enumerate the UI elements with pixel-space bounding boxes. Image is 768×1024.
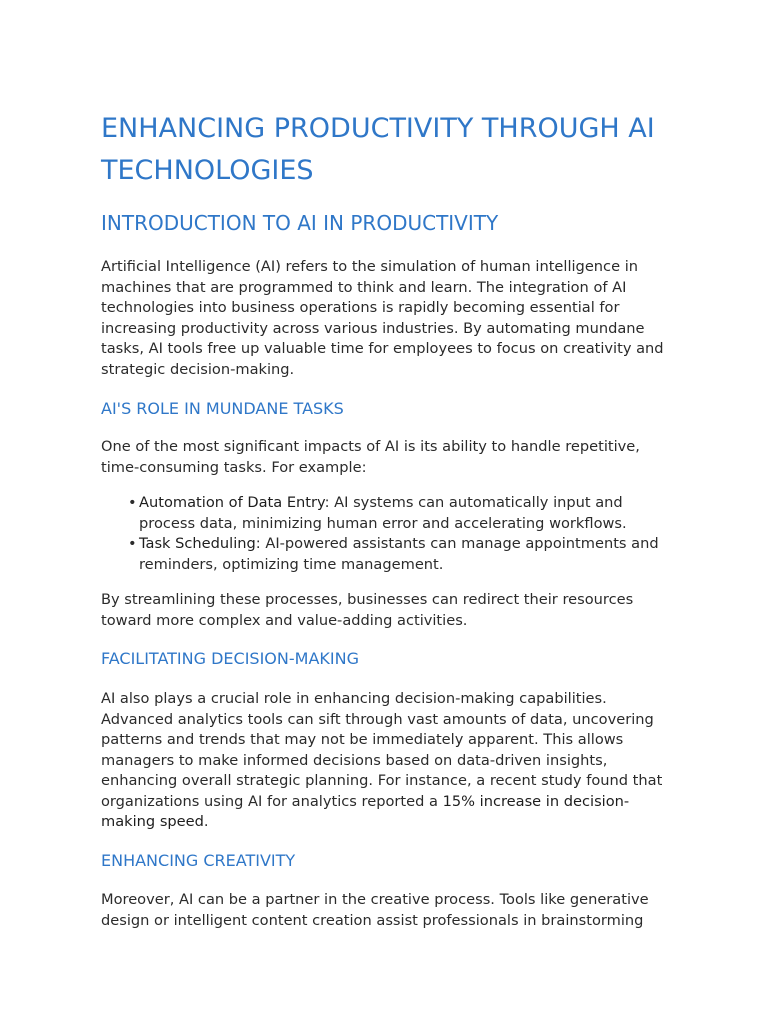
- creativity-paragraph: Moreover, AI can be a partner in the creative process. Tools like generative design or intelligent content creation assist professionals in brainstorming: [101, 891, 649, 929]
- list-item: [128, 534, 673, 575]
- mundane-tasks-list: [128, 493, 673, 575]
- document-title: ENHANCING PRODUCTIVITY THROUGH AI TECHNOLOGIES: [101, 113, 655, 186]
- bullet: •: [128, 535, 137, 552]
- list-item-term: Automation of Data Entry: [139, 494, 325, 511]
- decision-making-highlight: 15% increase in decision-making speed: [101, 792, 630, 830]
- decision-making-text: AI also plays a crucial role in enhancing decision-making capabilities. Advanced analytics tools can sift through vast amounts of data, uncovering patterns and trends that may not be immediately apparent. This allows managers to make informed decisions based on data-driven insights, enhancing overall strategic planning. For instance, a recent study found that organizations using AI for analytics reported a: [101, 690, 663, 810]
- decision-making-paragraph: [101, 689, 666, 833]
- mundane-tasks-closing: By streamlining these processes, businesses can redirect their resources toward more complex and value-adding activities.: [101, 591, 634, 629]
- creativity-heading: ENHANCING CREATIVITY: [101, 851, 296, 870]
- intro-heading: INTRODUCTION TO AI IN PRODUCTIVITY: [101, 211, 499, 235]
- mundane-tasks-lead: One of the most significant impacts of AI is its ability to handle repetitive, time-consuming tasks. For example:: [101, 438, 640, 476]
- list-item-text: : AI systems can automatically input and process data, minimizing human error and accelerating workflows.: [139, 494, 627, 532]
- bullet: •: [128, 494, 137, 511]
- list-item-term: Task Scheduling: [139, 535, 256, 552]
- intro-paragraph: Artificial Intelligence (AI) refers to the simulation of human intelligence in machines that are programmed to think and learn. The integration of AI technologies into business operations is rapidly becoming essential for increasing productivity across various industries. By automating mundane tasks, AI tools free up valuable time for employees to focus on creativity and strategic decision-making.: [101, 258, 664, 378]
- list-item-text: : AI-powered assistants can manage appointments and reminders, optimizing time management.: [139, 535, 659, 573]
- list-item: [128, 493, 673, 534]
- decision-making-end: .: [203, 813, 209, 830]
- decision-making-heading: FACILITATING DECISION-MAKING: [101, 649, 359, 668]
- mundane-tasks-heading: AI'S ROLE IN MUNDANE TASKS: [101, 399, 344, 418]
